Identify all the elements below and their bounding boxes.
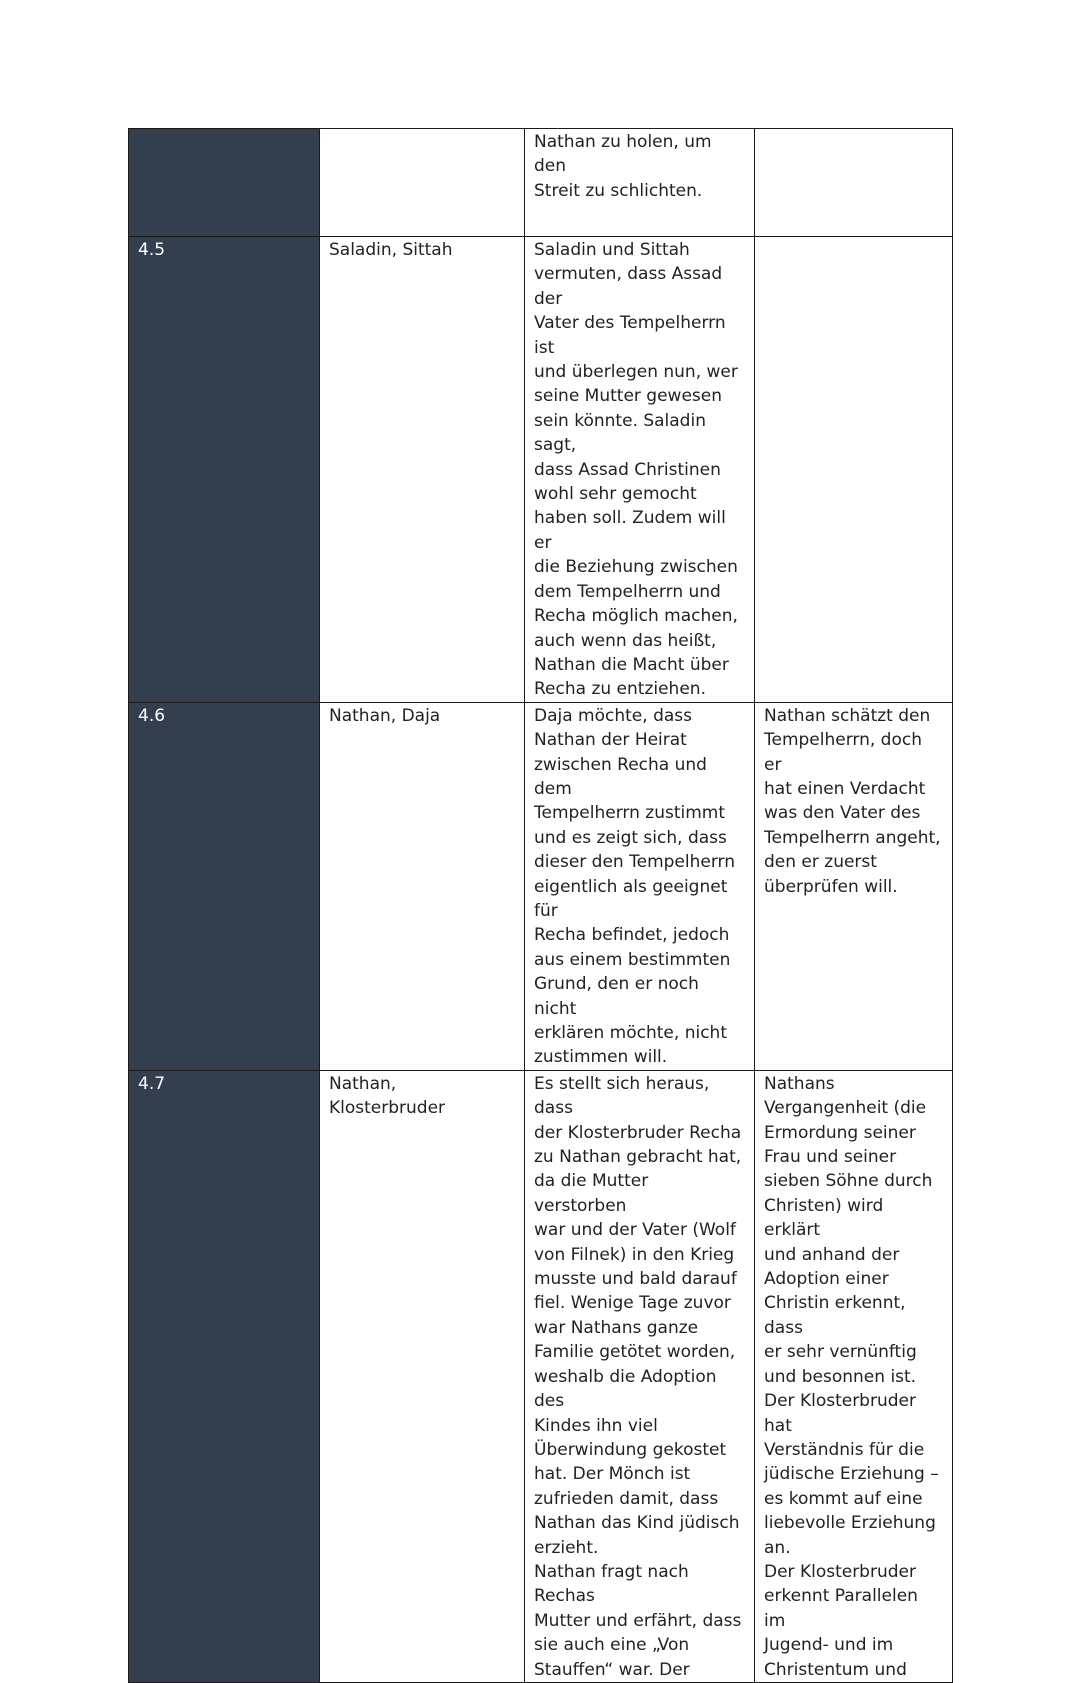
content-cell: [525, 702, 755, 1070]
content-text: Saladin und Sittah vermuten, dass Assad der Vater des Tempelherrn ist und überlegen nun, wer seine Mutter gewesen sein könnte. Saladin sagt, dass Assad Christinen wohl sehr gemocht haben soll. Zudem will er die Beziehung zwischen dem Tempelherrn und Recha möglich machen, auch wenn das heißt, Nathan die Macht über Recha zu entziehen.: [534, 240, 738, 700]
characters-cell: [320, 237, 525, 703]
content-text: Nathan zu holen, um den Streit zu schlichten.: [534, 132, 712, 201]
characters-text: Saladin, Sittah: [329, 240, 453, 260]
table-row: [129, 702, 953, 1070]
notes-text: Nathans Vergangenheit (die Ermordung seiner Frau und seiner sieben Söhne durch Christen) wird erklärt und anhand der Adoption einer Christin erkennt, dass er sehr vernünftig und besonnen ist. Der Klosterbruder hat Verständnis für die jüdische Erziehung – es kommt auf eine liebevolle Erziehung an. Der Klosterbruder erkennt Parallelen im Jugend- und im Christentum und: [764, 1073, 939, 1680]
notes-cell: [755, 129, 953, 237]
scene-number-cell: [129, 1070, 320, 1682]
table-row: [129, 237, 953, 703]
table-row: [129, 129, 953, 237]
content-text: Daja möchte, dass Nathan der Heirat zwischen Recha und dem Tempelherrn zustimmt und es zeigt sich, dass dieser den Tempelherrn eigentlich als geeignet für Recha befindet, jedoch aus einem bestimmten Grund, den er noch nicht erklären möchte, nicht zustimmen will.: [534, 705, 735, 1068]
characters-cell: [320, 1070, 525, 1682]
scene-number: 4.7: [138, 1073, 166, 1094]
notes-text: Nathan schätzt den Tempelherrn, doch er hat einen Verdacht was den Vater des Tempelherrn angeht, den er zuerst überprüfen will.: [764, 705, 941, 897]
content-text: Es stellt sich heraus, dass der Klosterbruder Recha zu Nathan gebracht hat, da die Mutter verstorben war und der Vater (Wolf von Filnek) in den Krieg musste und bald darauf fiel. Wenige Tage zuvor war Nathans ganze Familie getötet worden, weshalb die Adoption des Kindes ihn viel Überwindung gekostet hat. Der Mönch ist zufrieden damit, dass Nathan das Kind jüdisch erzieht. Nathan fragt nach Rechas Mutter und erfährt, dass sie auch eine „Von Stauffen“ war. Der: [534, 1073, 742, 1680]
scene-number-cell: [129, 237, 320, 703]
scene-number-cell: [129, 702, 320, 1070]
scene-number-cell: [129, 129, 320, 237]
characters-cell: [320, 702, 525, 1070]
characters-text: Nathan, Klosterbruder: [329, 1073, 446, 1119]
notes-cell: [755, 1070, 953, 1682]
scene-summary-table: [128, 128, 953, 1683]
characters-cell: [320, 129, 525, 237]
content-cell: [525, 237, 755, 703]
content-cell: [525, 129, 755, 237]
scene-number: 4.6: [138, 705, 166, 726]
content-cell: [525, 1070, 755, 1682]
notes-cell: [755, 702, 953, 1070]
characters-text: Nathan, Daja: [329, 705, 441, 726]
table-row: [129, 1070, 953, 1682]
scene-number: 4.5: [138, 240, 166, 260]
notes-cell: [755, 237, 953, 703]
